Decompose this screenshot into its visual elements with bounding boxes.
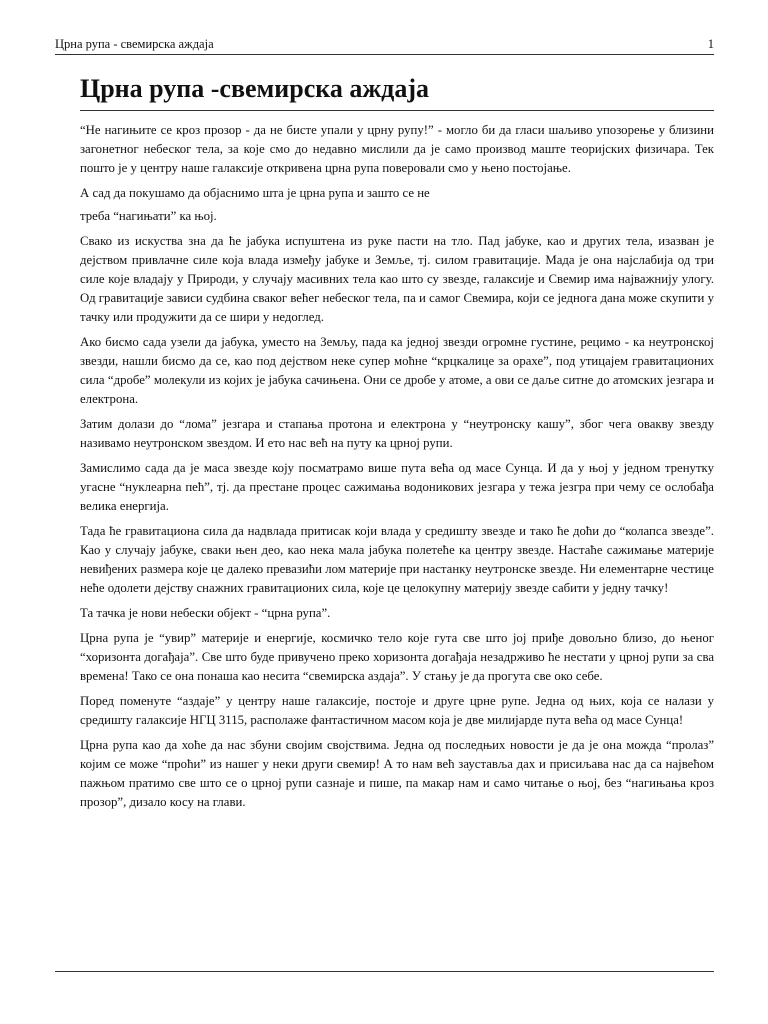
running-header (55, 37, 714, 51)
paragraph: “Не нагињите се кроз прозор - да не бисте упали у црну рупу!” - могло би да гласи шаљиво упозорење у близини загонетног небеског тела, за које смо до недавно мислили да је само производ маште теоријских физичара. Тек пошто је у центру наше галаксије откривена црна рупа поверовали смо у њено постојање. (80, 123, 714, 175)
paragraph: Ако бисмо сада узели да јабука, уместо на Земљу, пада ка једној звезди огромне густине, рецимо - ка неутронској звезди, нашли бисмо да се, као под дејством неке супер моћне “крцкалице за орахе”, под утицајем гравитационих сила “дробе” молекули из којих је јабука сачињена. Они се дробе у атоме, а ови се даље ситне до атомских језгара и електрона. (80, 335, 714, 406)
paragraph: Тада ће гравитациона сила да надвлада притисак који влада у средишту звезде и тако ће доћи до “колапса звезде”. Као у случају јабуке, сваки њен део, као нека мала јабука полетеће ка центру звезде. Настаће сажимање материје невиђених размера које це далеко превазићи лом материје при настанку неутронске звезде. Ни елементарне честице неће одолети дејству снажних гравитационих сила, које це целокупну материју звезде сабити у једну тачку! (80, 524, 714, 595)
paragraph: Црна рупа је “увир” материје и енергије, космичко тело које гута све што јој приђе довољно близо, до њеног “хоризонта догађаја”. Све што буде привучено преко хоризонта догађаја незадрживо ће нестати у црној рупи за сва времена! Тако се она понаша као несита “свемирска аздаја”. У стању је да прогута све око себе. (80, 631, 714, 683)
paragraph: Затим долази до “лома” језгара и стапања протона и електрона у “неутронску кашу”, због чега овакву звезду називамо неутронском звездом. И ето нас већ на путу ка црној рупи. (80, 417, 714, 450)
footer-divider (55, 971, 714, 972)
paragraph: Црна рупа као да хоће да нас збуни својим својствима. Једна од последњих новости је да је она можда “пролаз” којим се може “проћи” из нашег у неки други свемир! А то нам већ зауставља дах и присиљава нас да са највећом пажњом пратимо све што се о црној рупи сазнаје и пише, па макар нам и само читање о њој, без “нагињања кроз прозор”, дизало косу на глави. (80, 738, 714, 809)
paragraph: Свако из искуства зна да ће јабука испуштена из руке пасти на тло. Пад јабуке, као и других тела, изазван је дејством привлачне силе која влада између јабуке и Земље, тј. силом гравитације. Мада је она најслабија од три силе које владају у Природи, у случају масивних тела као што су звезде, галаксије и Свемир има најважнију улогу. Од гравитације зависи судбина сваког већег небеског тела, па и самог Свемира, који се једнога дана може скупити у тачку или продужити да се шири у недоглед. (80, 234, 714, 324)
paragraph: А сад да покушамо да објаснимо шта је црна рупа и зашто се не (80, 186, 430, 200)
title-divider (80, 110, 714, 111)
running-header-title: Црна рупа - свемирска аждаја (55, 37, 214, 51)
paragraph: Замислимо сада да је маса звезде коју посматрамо више пута већа од масе Сунца. И да у њој у једном тренутку угасне “нуклеарна пећ”, тј. да престане процес сажимања водоникових језгара у тежа језгра при чему се ослобађа велика енергија. (80, 461, 714, 513)
paragraph: треба “нагињати” ка њој. (80, 209, 217, 223)
header-divider (55, 54, 714, 55)
page-title: Црна рупа -свемирска аждаја (80, 74, 429, 103)
article-body (80, 121, 714, 818)
paragraph: Поред поменуте “аздаје” у центру наше галаксије, постоје и друге црне рупе. Једна од њих, која се налази у средишту галаксије НГЦ 3115, располаже фантастичном масом која је две милијарде пута већа од масе Сунца! (80, 694, 714, 727)
paragraph: Та тачка је нови небески објект - “црна рупа”. (80, 606, 331, 620)
page-number: 1 (707, 37, 714, 51)
